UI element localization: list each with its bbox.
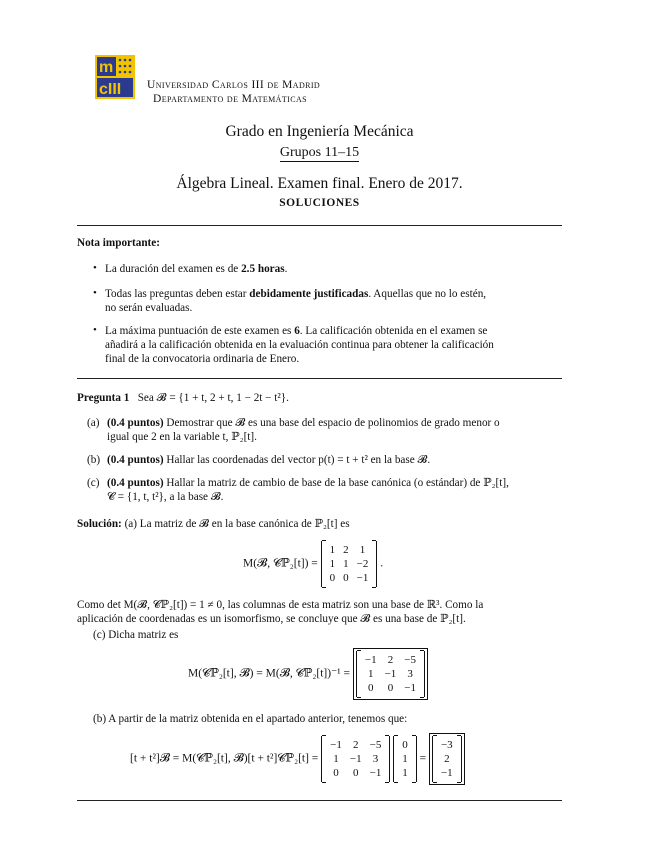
question-a: (0.4 puntos) Demostrar que 𝓑 es una base del espacio de polinomios de grado menor o igual que 2 en la variable t, ℙ₂[t]. xyxy=(107,417,500,443)
groups-title: Grupos 11–15 xyxy=(279,145,360,160)
note-heading: Nota importante: xyxy=(77,237,160,249)
matrix-cell: 0 xyxy=(402,739,408,751)
divider xyxy=(77,378,562,379)
matrix-cell: 0 xyxy=(329,572,336,584)
matrix-cell: −1 xyxy=(356,572,369,584)
bullet-icon: • xyxy=(93,324,97,336)
degree-title: Grado en Ingeniería Mecánica xyxy=(225,123,414,140)
matrix-cell: −5 xyxy=(369,739,382,751)
question-c-label: (c) xyxy=(87,477,100,489)
matrix-cell: 1 xyxy=(329,558,336,570)
matrix-cell: 1 xyxy=(359,544,366,556)
matrix-cell: 2 xyxy=(444,753,450,765)
matrix-cell: 2 xyxy=(387,654,394,666)
matrix-cell: −3 xyxy=(440,739,453,751)
vector-v1 xyxy=(393,736,417,782)
question-statement: Pregunta 1 Sea 𝓑 = {1 + t, 2 + t, 1 − 2t − t²}. xyxy=(77,392,289,404)
answer-box xyxy=(429,733,465,785)
note-item-justify: Todas las preguntas deben estar debidamente justificadas. Aquellas que no lo estén, no serán evaluadas. xyxy=(105,288,487,314)
matrix-cell: 1 xyxy=(367,668,374,680)
matrix-cell: 3 xyxy=(407,668,413,680)
matrix-cell: −1 xyxy=(404,682,417,694)
solution-b-intro: (b) A partir de la matriz obtenida en el apartado anterior, tenemos que: xyxy=(93,713,408,725)
divider xyxy=(77,800,562,801)
university-name: Universidad Carlos III de Madrid xyxy=(147,79,321,91)
bullet-icon: • xyxy=(93,262,97,274)
matrix-cell: −1 xyxy=(364,654,377,666)
svg-text:m: m xyxy=(99,59,114,76)
answer-box xyxy=(353,648,428,700)
question-c: (0.4 puntos) Hallar la matriz de cambio de base de la base canónica (o estándar) de ℙ₂[t], 𝓒 = {1, t, t²}, a la base 𝓑. xyxy=(107,477,509,503)
matrix-m2 xyxy=(356,651,425,697)
matrix-cell: 0 xyxy=(367,682,374,694)
matrix-cell: 2 xyxy=(353,739,359,751)
university-header xyxy=(147,78,320,106)
question-a-label: (a) xyxy=(87,417,100,429)
matrix-cell: 0 xyxy=(333,767,339,779)
note-item-duration: La duración del examen es de 2.5 horas. xyxy=(105,263,288,275)
matrix-cell: −5 xyxy=(404,654,417,666)
matrix-cell: 2 xyxy=(343,544,349,556)
university-logo xyxy=(95,55,135,99)
note-item-score: La máxima puntuación de este examen es 6. La calificación obtenida en el examen se añadirá a la calificación obtenida en la evaluación continua para obtener la calificación final de la convocatoria ordinaria de Enero. xyxy=(105,325,494,365)
divider xyxy=(77,225,562,226)
matrix-cell: 0 xyxy=(387,682,394,694)
svg-text:cIII: cIII xyxy=(99,81,122,98)
matrix-cell: 1 xyxy=(402,753,408,765)
solution-a-intro: Solución: (a) La matriz de 𝓑 en la base canónica de ℙ₂[t] es xyxy=(77,518,350,530)
matrix-cell: −1 xyxy=(384,668,397,680)
matrix-cell: 1 xyxy=(333,753,339,765)
matrix-cell: 0 xyxy=(353,767,359,779)
vector-v2 xyxy=(432,736,462,782)
matrix-m1-equation: M(𝓑, 𝓒ℙ₂[t]) = 1 2 1 1 1 −2 0 0 −1 . xyxy=(243,541,383,587)
matrix-cell: −1 xyxy=(440,767,453,779)
matrix-cell: 1 xyxy=(343,558,349,570)
matrix-cell: −2 xyxy=(356,558,369,570)
solutions-title: SOLUCIONES xyxy=(279,197,360,209)
exam-title: Álgebra Lineal. Examen final. Enero de 2017. xyxy=(176,175,463,192)
matrix-m1 xyxy=(321,541,378,587)
matrix-m3-equation: [t + t²]𝓑 = M(𝓒ℙ₂[t], 𝓑)[t + t²]𝓒ℙ₂[t] = −1 2 −5 1 −1 3 0 0 −1 0 1 1 = −3 2 −1 xyxy=(130,733,465,785)
matrix-cell: −1 xyxy=(330,739,342,751)
question-b: (0.4 puntos) Hallar las coordenadas del vector p(t) = t + t² en la base 𝓑. xyxy=(107,454,431,466)
department-name: Departamento de Matemáticas xyxy=(153,93,307,105)
matrix-cell: 1 xyxy=(402,767,408,779)
matrix-cell: −1 xyxy=(349,753,362,765)
bullet-icon: • xyxy=(93,287,97,299)
solution-a-conclusion: Como det M(𝓑, 𝓒ℙ₂[t]) = 1 ≠ 0, las columnas de esta matriz son una base de ℝ³. Como la aplicación de coordenadas es un isomorfismo, se concluye que 𝓑 es una base de ℙ₂[t]. xyxy=(77,599,484,625)
matrix-cell: 1 xyxy=(329,544,336,556)
matrix-cell: 0 xyxy=(343,572,349,584)
question-b-label: (b) xyxy=(87,454,101,466)
solution-c-intro: (c) Dicha matriz es xyxy=(93,629,179,641)
matrix-cell: 3 xyxy=(372,753,379,765)
matrix-m2-equation: M(𝓒ℙ₂[t], 𝓑) = M(𝓑, 𝓒ℙ₂[t])⁻¹ = −1 2 −5 1 −1 3 0 0 −1 xyxy=(188,648,428,700)
matrix-m3 xyxy=(321,736,390,782)
matrix-cell: −1 xyxy=(369,767,382,779)
